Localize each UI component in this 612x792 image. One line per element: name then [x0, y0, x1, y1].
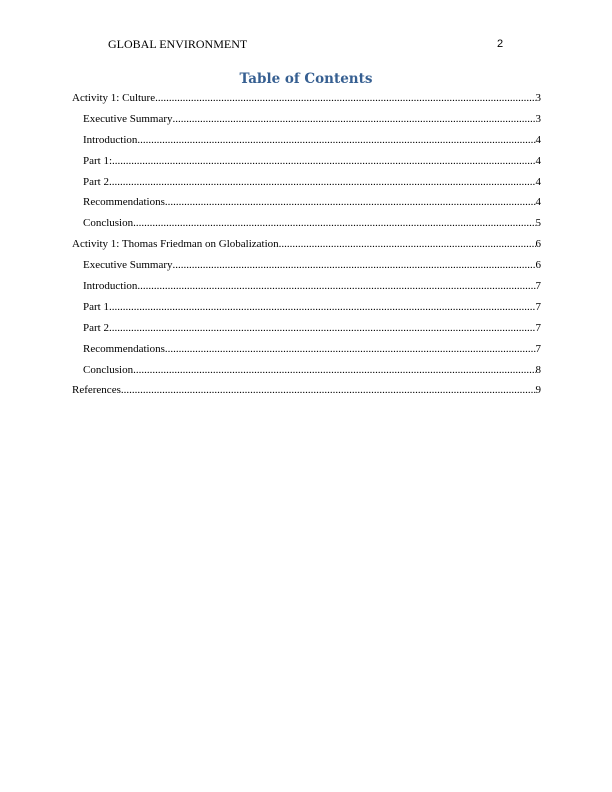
toc-list	[72, 90, 541, 403]
toc-dot-leader	[137, 132, 535, 148]
toc-dot-leader	[137, 278, 535, 294]
toc-dot-leader	[109, 174, 536, 190]
toc-dot-leader	[279, 236, 536, 252]
toc-entry-text[interactable]: Conclusion	[83, 363, 134, 376]
toc-dot-leader	[133, 215, 535, 231]
toc-entry-recommendations[interactable]	[72, 341, 541, 362]
toc-dot-leader	[133, 362, 535, 378]
toc-entry-recommendations[interactable]	[72, 194, 541, 215]
toc-entry-activity-1-culture[interactable]	[72, 90, 541, 111]
toc-entry-text[interactable]: Conclusion	[83, 217, 134, 230]
toc-entry-page: 4	[535, 154, 541, 167]
toc-entry-page: 6	[535, 259, 541, 272]
running-head: GLOBAL ENVIRONMENT	[108, 37, 248, 51]
toc-dot-leader	[173, 111, 536, 127]
toc-entry-text[interactable]: References	[72, 384, 121, 397]
toc-dot-leader	[173, 257, 536, 273]
toc-entry-conclusion[interactable]	[72, 215, 541, 236]
toc-entry-introduction[interactable]	[72, 132, 541, 153]
toc-entry-page: 7	[535, 342, 541, 355]
toc-entry-page: 7	[535, 280, 541, 293]
toc-entry-part-2[interactable]	[72, 320, 541, 341]
toc-entry-page: 7	[535, 300, 541, 313]
toc-entry-executive-summary[interactable]	[72, 257, 541, 278]
page-number: 2	[497, 38, 504, 50]
toc-entry-references[interactable]	[72, 382, 541, 403]
toc-entry-part-1[interactable]	[72, 153, 541, 174]
toc-entry-conclusion[interactable]	[72, 362, 541, 383]
toc-entry-activity-1-friedman[interactable]	[72, 236, 541, 257]
toc-entry-text[interactable]: Part 2	[83, 175, 109, 188]
toc-dot-leader	[112, 153, 535, 169]
toc-entry-text[interactable]: Activity 1: Culture	[72, 92, 156, 104]
toc-entry-introduction[interactable]	[72, 278, 541, 299]
toc-entry-page: 4	[535, 196, 541, 209]
toc-entry-page: 3	[535, 112, 541, 125]
toc-entry-page: 3	[535, 92, 541, 104]
toc-entry-text[interactable]: Executive Summary	[83, 112, 173, 125]
toc-entry-page: 8	[535, 363, 541, 376]
toc-entry-page: 5	[535, 217, 541, 230]
toc-entry-part-2[interactable]	[72, 174, 541, 195]
toc-dot-leader	[109, 299, 536, 315]
toc-entry-text[interactable]: Part 2	[83, 321, 109, 334]
toc-entry-text[interactable]: Part 1:	[83, 154, 113, 167]
toc-entry-part-1[interactable]	[72, 299, 541, 320]
toc-entry-text[interactable]: Introduction	[83, 133, 138, 146]
toc-entry-text[interactable]: Recommendations	[83, 196, 165, 209]
toc-dot-leader	[165, 194, 536, 210]
toc-dot-leader	[121, 382, 536, 398]
toc-dot-leader	[165, 341, 536, 357]
toc-entry-page: 6	[535, 238, 541, 251]
toc-entry-text[interactable]: Part 1	[83, 300, 109, 313]
toc-entry-text[interactable]: Recommendations	[83, 342, 165, 355]
toc-entry-page: 4	[535, 175, 541, 188]
toc-title: Table of Contents	[239, 71, 373, 87]
toc-entry-executive-summary[interactable]	[72, 111, 541, 132]
toc-entry-page: 7	[535, 321, 541, 334]
toc-dot-leader	[155, 90, 535, 106]
toc-entry-text[interactable]: Introduction	[83, 280, 138, 293]
toc-dot-leader	[109, 320, 536, 336]
toc-entry-page: 4	[535, 133, 541, 146]
toc-entry-text[interactable]: Executive Summary	[83, 259, 173, 272]
toc-entry-page: 9	[535, 384, 541, 397]
toc-entry-text[interactable]: Activity 1: Thomas Friedman on Globalization	[72, 238, 279, 251]
